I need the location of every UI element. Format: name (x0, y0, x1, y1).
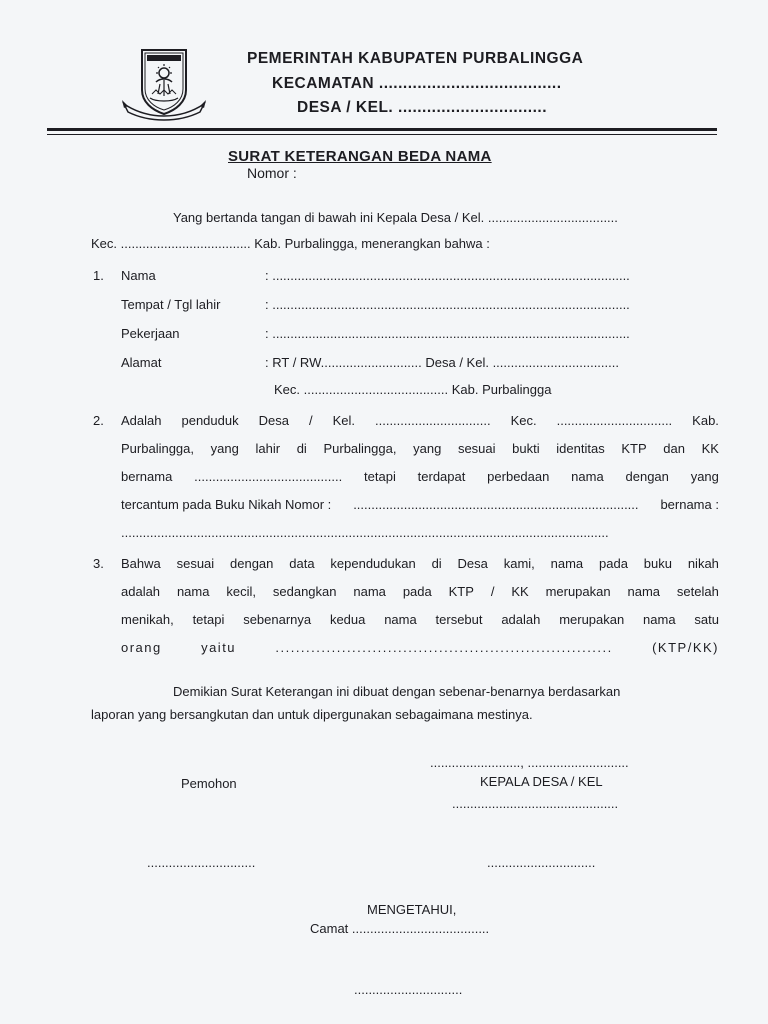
item-2-line-1 (121, 413, 719, 428)
word: merupakan (559, 612, 625, 627)
word: sebenarnya (243, 612, 312, 627)
word: Desa (457, 556, 488, 571)
pemohon-signature-line: .............................. (147, 855, 256, 870)
field-value-nama: : ................................................................................................... (265, 268, 630, 283)
word: dan (663, 441, 685, 456)
word: kecil, (226, 584, 256, 599)
word: bukti (512, 441, 540, 456)
kepala-dots-top: .............................................. (452, 796, 619, 811)
mengetahui-label: MENGETAHUI, (367, 902, 457, 917)
kepala-desa-label: KEPALA DESA / KEL (480, 774, 603, 789)
word: sedangkan (272, 584, 337, 599)
word: menikah, (121, 612, 174, 627)
word: ............................................................................... (353, 497, 639, 512)
field-label-pekerjaan: Pekerjaan (121, 326, 180, 341)
header-rule-thick (47, 128, 717, 131)
field-label-nama: Nama (121, 268, 156, 283)
word: di (296, 441, 307, 456)
kepala-signature-line: .............................. (487, 855, 596, 870)
word: bernama : (660, 497, 719, 512)
word: penduduk (181, 413, 239, 428)
word: buku (643, 556, 672, 571)
word: tercantum pada Buku Nikah Nomor : (121, 497, 332, 512)
word: (KTP/KK) (652, 640, 719, 655)
word: kedua (329, 612, 366, 627)
word: data (289, 556, 315, 571)
word: tetapi (364, 469, 396, 484)
word: / (490, 584, 495, 599)
item-3-line-1 (121, 556, 719, 571)
document-number: Nomor : (247, 165, 297, 181)
item-2-line-5: ....................................................................................................................................... (121, 525, 609, 540)
word: adalah (501, 612, 541, 627)
word: identitas (556, 441, 605, 456)
word: dengan (625, 469, 669, 484)
word: lahir (255, 441, 281, 456)
word: nama (571, 469, 604, 484)
word: Kab. (692, 413, 719, 428)
word: sesuai (457, 441, 496, 456)
item-3-number: 3. (93, 556, 104, 571)
header-rule-thin (47, 134, 717, 135)
word: Desa (258, 413, 289, 428)
pemohon-label: Pemohon (181, 776, 237, 791)
field-value-alamat-line2: Kec. ........................................ Kab. Purbalingga (274, 382, 552, 397)
item-2-line-3 (121, 469, 719, 484)
item-3-line-4 (121, 640, 719, 655)
camat-label: Camat ...................................... (310, 921, 490, 936)
field-label-ttl: Tempat / Tgl lahir (121, 297, 221, 312)
word: yang (690, 469, 719, 484)
word: ................................ (556, 413, 673, 428)
word: dengan (230, 556, 274, 571)
header-desa: DESA / KEL. ............................... (297, 99, 548, 116)
word: bernama (121, 469, 173, 484)
word: tersebut (435, 612, 483, 627)
word: ......................................... (194, 469, 343, 484)
word: .................................................................. (275, 640, 613, 655)
word: kependudukan (330, 556, 416, 571)
word: yaitu (201, 640, 237, 655)
word: merupakan (545, 584, 611, 599)
item-1-number: 1. (93, 268, 104, 283)
item-3-line-3 (121, 612, 719, 627)
word: sesuai (176, 556, 215, 571)
word: Kec. (510, 413, 537, 428)
purbalingga-emblem-icon (120, 46, 208, 122)
word: KK (511, 584, 529, 599)
word: adalah (121, 584, 161, 599)
word: satu (694, 612, 719, 627)
word: di (431, 556, 442, 571)
word: / (308, 413, 313, 428)
word: nama (384, 612, 417, 627)
item-2-number: 2. (93, 413, 104, 428)
word: yang (413, 441, 442, 456)
word: terdapat (417, 469, 466, 484)
field-value-alamat: : RT / RW............................ Desa / Kel. ................................... (265, 355, 619, 370)
header-kecamatan: KECAMATAN ...................................... (272, 75, 562, 92)
word: nama (353, 584, 386, 599)
word: nama (176, 584, 210, 599)
word: pada (599, 556, 628, 571)
word: Bahwa (121, 556, 161, 571)
item-3-line-2 (121, 584, 719, 599)
word: perbedaan (487, 469, 550, 484)
word: KTP (621, 441, 647, 456)
item-2-line-2 (121, 441, 719, 456)
word: Purbalingga, (323, 441, 397, 456)
place-date-field: ........................., ............................ (430, 755, 629, 770)
word: tetapi (192, 612, 225, 627)
word: Adalah (121, 413, 162, 428)
word: KK (701, 441, 719, 456)
intro-line-1: Yang bertanda tangan di bawah ini Kepala Desa / Kel. .................................... (173, 210, 618, 225)
item-2-line-4 (121, 497, 719, 512)
word: Purbalingga, (121, 441, 194, 456)
intro-line-2: Kec. .................................... Kab. Purbalingga, menerangkan bahwa : (91, 236, 490, 251)
word: pada (402, 584, 432, 599)
word: ................................ (375, 413, 491, 428)
header-government: PEMERINTAH KABUPATEN PURBALINGGA (247, 50, 584, 67)
field-value-ttl: : ................................................................................................... (265, 297, 630, 312)
word: orang (121, 640, 162, 655)
word: nama (643, 612, 676, 627)
field-label-alamat: Alamat (121, 355, 162, 370)
closing-line-2: laporan yang bersangkutan dan untuk dipergunakan sebagaimana mestinya. (91, 707, 533, 722)
word: nama (627, 584, 661, 599)
word: nama (550, 556, 584, 571)
document-title: SURAT KETERANGAN BEDA NAMA (228, 148, 492, 165)
closing-line-1: Demikian Surat Keterangan ini dibuat dengan sebenar-benarnya berdasarkan (173, 684, 621, 699)
word: yang (210, 441, 239, 456)
word: kami, (503, 556, 535, 571)
field-value-pekerjaan: : ................................................................................................... (265, 326, 630, 341)
word: nikah (687, 556, 719, 571)
camat-signature-line: .............................. (354, 982, 463, 997)
word: Kel. (332, 413, 355, 428)
word: setelah (676, 584, 719, 599)
word: KTP (448, 584, 474, 599)
